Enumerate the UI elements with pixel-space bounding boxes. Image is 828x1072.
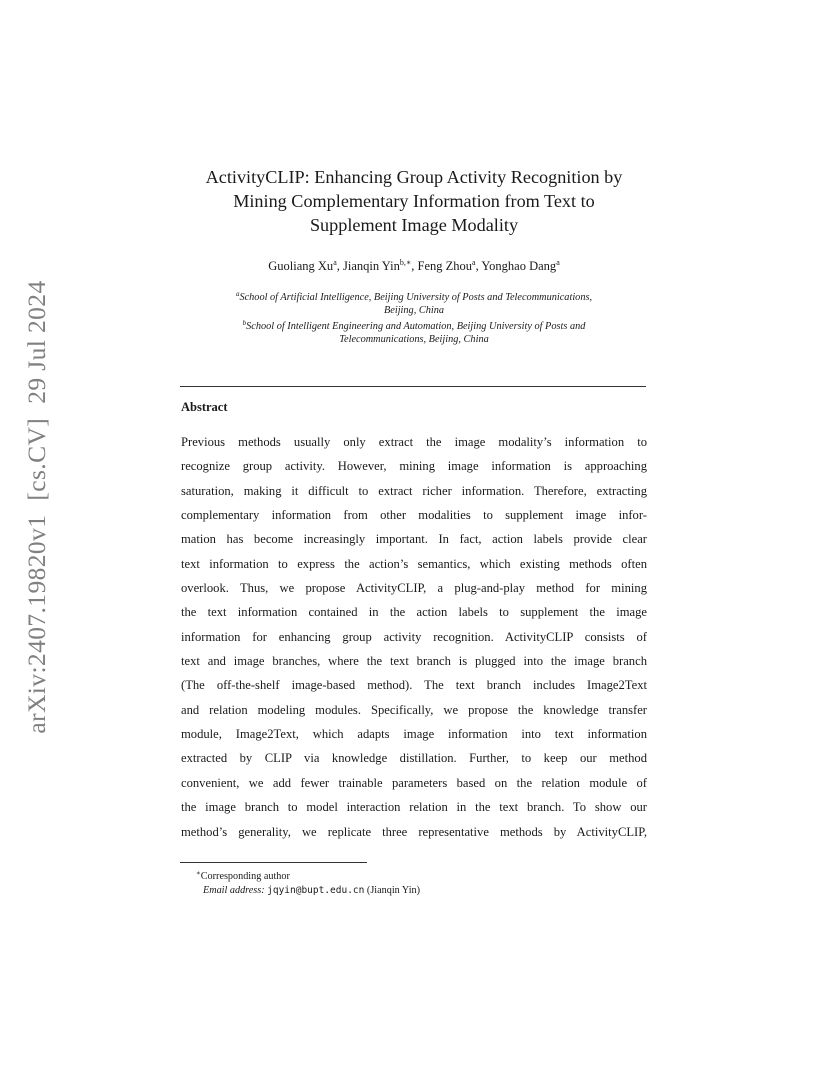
arxiv-id[interactable]: arXiv:2407.19820v1 [22, 514, 51, 734]
author-list: Guoliang Xu$^a$, Jianqin Yin$^{b,∗}$, Feng Zhou$^a$, Yonghao Dang$^a$ [268, 258, 560, 273]
email-label: Email address: [203, 884, 265, 896]
footnotes [196, 867, 420, 897]
author-name: Yonghao Dang [481, 259, 557, 273]
corresponding-author-note: ∗Corresponding author [196, 869, 290, 882]
abstract-line: complementary information from other modalities to supplement image infor- [181, 508, 647, 523]
affiliation-mark: b [242, 319, 247, 328]
email-note [196, 884, 420, 898]
author-mark: a [556, 258, 560, 267]
title-line: Mining Complementary Information from Text to [233, 191, 595, 211]
abstract-line: information for enhancing group activity recognition. ActivityCLIP consists of [181, 629, 647, 644]
footnote-mark: ∗ [196, 869, 201, 877]
abstract-line: the image branch to model interaction relation in the text branch. To show our [181, 800, 647, 815]
affiliation-mark: a [235, 290, 240, 298]
title-line: ActivityCLIP: Enhancing Group Activity Recognition by [205, 167, 623, 187]
abstract-line: convenient, we add fewer trainable parameters based on the relation module of [181, 775, 647, 790]
author-name: Jianqin Yin [343, 259, 400, 273]
abstract-line: the text information contained in the action labels to supplement the image [181, 605, 647, 620]
abstract-line: and relation modeling modules. Specifically, we propose the knowledge transfer [181, 702, 647, 717]
affiliation-line: $^a$School of Artificial Intelligence, Beijing University of Posts and Telecommunications, [235, 290, 593, 303]
arxiv-side-stamp [22, 266, 52, 733]
abstract-line: extracted by CLIP via knowledge distillation. Further, to keep our method [181, 751, 647, 766]
author-name: Feng Zhou [417, 259, 473, 273]
paper-title [175, 165, 653, 237]
abstract-top-rule [180, 386, 646, 387]
abstract-line: text and image branches, where the text branch is plugged into the image branch [181, 654, 647, 669]
email-owner: (Jianqin Yin) [366, 884, 421, 896]
author-name: Guoliang Xu [268, 259, 334, 273]
affiliation-line: $^b$School of Intelligent Engineering and Automation, Beijing University of Posts and [242, 319, 586, 333]
affiliation-line: Telecommunications, Beijing, China [339, 333, 489, 345]
author-mark: a [472, 258, 476, 267]
arxiv-category: [cs.CV] [22, 417, 51, 501]
email-address[interactable]: jqyin@bupt.edu.cn [267, 884, 365, 896]
author-mark: a [333, 258, 337, 267]
abstract-line: overlook. Thus, we propose ActivityCLIP, a plug-and-play method for mining [181, 581, 647, 596]
affiliations [185, 288, 643, 346]
footnote-rule [180, 862, 367, 863]
abstract-line: saturation, making it difficult to extract richer information. Therefore, extracting [181, 483, 647, 498]
author-mark: b,∗ [399, 258, 412, 267]
affiliation-line: Beijing, China [383, 304, 445, 316]
title-line: Supplement Image Modality [309, 215, 519, 235]
abstract-line: (The off-the-shelf image-based method). The text branch includes Image2Text [181, 678, 647, 693]
abstract-line: module, Image2Text, which adapts image information into text information [181, 727, 647, 742]
arxiv-date: 29 Jul 2024 [22, 280, 51, 404]
abstract-body [181, 430, 647, 844]
abstract-line: method’s generality, we replicate three representative methods by ActivityCLIP, [181, 824, 647, 839]
abstract-line: recognize group activity. However, mining image information is approaching [181, 459, 647, 474]
abstract-heading: Abstract [181, 400, 228, 414]
abstract-line: mation has become increasingly important. In fact, action labels provide clear [181, 532, 647, 547]
abstract-line: text information to express the action’s semantics, which existing methods often [181, 556, 647, 571]
abstract-line: Previous methods usually only extract the image modality’s information to [181, 435, 647, 449]
